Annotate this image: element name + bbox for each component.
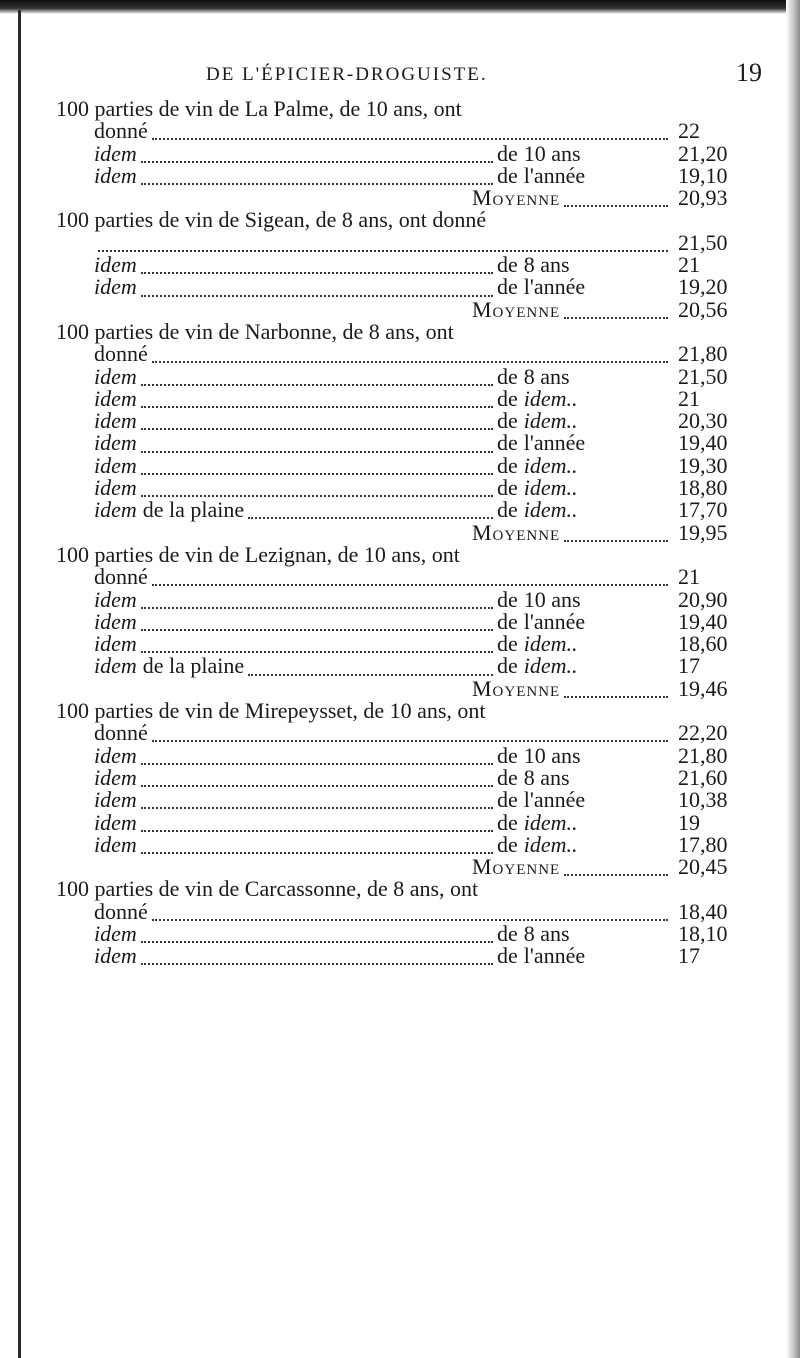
wine-yield-list	[48, 98, 768, 968]
entry-value: 22,20	[678, 720, 728, 746]
idem-label: idem	[94, 608, 137, 634]
idem-detail	[497, 162, 672, 188]
detail-prefix: de	[497, 831, 518, 857]
detail-suffix: l'année	[523, 430, 586, 456]
idem-row	[48, 945, 768, 967]
detail-prefix: de	[497, 943, 518, 969]
idem-value: 19,30	[678, 452, 728, 478]
idem-detail	[497, 655, 672, 677]
detail-prefix: de	[497, 162, 518, 188]
detail-prefix: de	[497, 653, 518, 679]
idem-detail	[497, 499, 672, 521]
detail-suffix: 8 ans	[523, 920, 570, 946]
idem-detail	[497, 920, 672, 946]
average-label: Moyenne	[472, 296, 561, 322]
page-top-border	[0, 0, 800, 14]
idem-value: 19,40	[678, 430, 728, 456]
detail-prefix: de	[497, 497, 518, 523]
dot-leader	[564, 866, 668, 876]
entry-heading-tail: donné	[94, 341, 148, 367]
running-title: DE L'ÉPICIER-DROGUISTE.	[206, 64, 488, 85]
dot-leader	[141, 287, 493, 297]
dot-leader	[141, 153, 493, 163]
idem-detail	[497, 363, 672, 389]
dot-leader	[141, 822, 493, 832]
idem-value: 21,20	[678, 140, 728, 166]
idem-value: 10,38	[678, 787, 728, 813]
idem-row	[48, 633, 768, 655]
entry-value: 21	[678, 564, 700, 590]
idem-row	[48, 742, 768, 768]
detail-prefix: de	[497, 787, 518, 813]
idem-value: 19,10	[678, 162, 728, 188]
average-value: 20,45	[678, 854, 728, 880]
entry-heading	[48, 318, 768, 344]
entry-heading-continuation	[48, 566, 768, 588]
idem-value: 17,80	[678, 831, 728, 857]
dot-leader	[141, 755, 493, 765]
entry-heading-text: 100 parties de vin de Sigean, de 8 ans, ont donné	[56, 207, 487, 233]
idem-row	[48, 586, 768, 612]
idem-row	[48, 608, 768, 634]
idem-label: idem	[94, 943, 137, 969]
dot-leader	[141, 398, 493, 408]
entry-heading-continuation	[48, 229, 768, 255]
entry-heading-text: 100 parties de vin de Lezignan, de 10 ans, ont	[56, 541, 460, 567]
entry-heading	[48, 541, 768, 567]
idem-label: idem	[94, 140, 137, 166]
idem-detail	[497, 477, 672, 499]
idem-label: idem	[94, 430, 137, 456]
average-row	[48, 519, 768, 545]
dot-leader	[141, 599, 493, 609]
dot-leader	[248, 509, 493, 519]
idem-label: idem	[94, 252, 137, 278]
idem-detail	[497, 742, 672, 768]
dot-leader	[141, 376, 493, 386]
dot-leader	[141, 933, 493, 943]
idem-row	[48, 920, 768, 946]
detail-suffix: 8 ans	[523, 252, 570, 278]
idem-label: idem	[94, 274, 137, 300]
entry-heading-text: 100 parties de vin de Mirepeysset, de 10 ans, ont	[56, 698, 486, 724]
idem-value: 21,80	[678, 742, 728, 768]
idem-label: idem	[94, 408, 137, 434]
idem-detail	[497, 809, 672, 835]
detail-italic: idem..	[523, 408, 578, 434]
idem-row	[48, 499, 768, 521]
idem-label: idem	[94, 363, 137, 389]
idem-value: 19,20	[678, 274, 728, 300]
idem-row	[48, 140, 768, 166]
idem-value: 20,30	[678, 408, 728, 434]
average-row	[48, 187, 768, 209]
idem-row	[48, 477, 768, 499]
idem-row	[48, 764, 768, 790]
page-left-rule	[18, 10, 21, 1358]
detail-prefix: de	[497, 920, 518, 946]
idem-value: 21	[678, 252, 700, 278]
idem-row	[48, 432, 768, 454]
detail-suffix: l'année	[523, 787, 586, 813]
idem-value: 19,40	[678, 608, 728, 634]
idem-label: idem	[94, 162, 137, 188]
idem-detail	[497, 254, 672, 276]
detail-prefix: de	[497, 430, 518, 456]
idem-detail	[497, 945, 672, 967]
entry-heading-tail: donné	[94, 118, 148, 144]
dot-leader	[152, 576, 668, 586]
idem-detail	[497, 432, 672, 454]
entry-heading-continuation	[48, 898, 768, 924]
idem-detail	[497, 831, 672, 857]
idem-value: 18,60	[678, 631, 728, 657]
idem-detail	[497, 140, 672, 166]
dot-leader	[564, 688, 668, 698]
entry-heading-text: 100 parties de vin de Narbonne, de 8 ans, ont	[56, 318, 454, 344]
idem-detail	[497, 452, 672, 478]
detail-suffix: l'année	[523, 162, 586, 188]
dot-leader	[141, 264, 493, 274]
detail-suffix: l'année	[523, 608, 586, 634]
entry-heading-text: 100 parties de vin de La Palme, de 10 ans, ont	[56, 96, 462, 121]
average-value: 19,95	[678, 519, 728, 545]
idem-row	[48, 410, 768, 432]
idem-label: idem	[94, 809, 137, 835]
dot-leader	[152, 911, 668, 921]
idem-label: idem	[94, 452, 137, 478]
idem-label: idem	[94, 586, 137, 612]
idem-label: idem	[94, 742, 137, 768]
detail-italic: idem..	[523, 831, 578, 857]
idem-detail	[497, 276, 672, 298]
idem-suffix: de la plaine	[142, 653, 245, 679]
entry-heading-continuation	[48, 120, 768, 142]
idem-label: idem	[94, 631, 137, 657]
idem-label: idem	[94, 787, 137, 813]
average-row	[48, 856, 768, 878]
idem-value: 19	[678, 809, 700, 835]
idem-row	[48, 385, 768, 411]
page-number: 19	[736, 58, 762, 87]
detail-prefix: de	[497, 742, 518, 768]
average-label: Moyenne	[472, 675, 561, 701]
idem-value: 18,10	[678, 920, 728, 946]
idem-label: idem	[94, 764, 137, 790]
idem-value: 21	[678, 385, 700, 411]
detail-prefix: de	[497, 363, 518, 389]
book-page	[48, 58, 768, 968]
detail-suffix: 10 ans	[523, 586, 581, 612]
entry-value: 21,50	[678, 229, 728, 255]
idem-suffix: de la plaine	[142, 497, 245, 523]
page-header	[48, 58, 768, 98]
dot-leader	[141, 465, 493, 475]
detail-italic: idem..	[523, 497, 578, 523]
average-row	[48, 296, 768, 322]
entry-value: 18,40	[678, 898, 728, 924]
detail-prefix: de	[497, 140, 518, 166]
idem-detail	[497, 410, 672, 432]
detail-prefix: de	[497, 274, 518, 300]
idem-row	[48, 363, 768, 389]
average-label: Moyenne	[472, 519, 561, 545]
detail-italic: idem..	[523, 809, 578, 835]
dot-leader	[141, 487, 493, 497]
idem-label: idem	[94, 831, 137, 857]
dot-leader	[248, 666, 493, 676]
entry-heading	[48, 878, 768, 900]
entry-heading-text: 100 parties de vin de Carcassonne, de 8 ans, ont	[56, 876, 479, 902]
detail-suffix: 8 ans	[523, 363, 570, 389]
detail-prefix: de	[497, 764, 518, 790]
dot-leader	[141, 175, 493, 185]
entry-heading	[48, 98, 768, 120]
detail-prefix: de	[497, 252, 518, 278]
dot-leader	[141, 777, 493, 787]
average-row	[48, 675, 768, 701]
detail-italic: idem..	[523, 385, 578, 411]
dot-leader	[564, 197, 668, 207]
detail-prefix: de	[497, 586, 518, 612]
detail-italic: idem..	[523, 653, 578, 679]
dot-leader	[152, 732, 668, 742]
entry-value: 21,80	[678, 341, 728, 367]
dot-leader	[141, 443, 493, 453]
entry-heading	[48, 209, 768, 231]
idem-row	[48, 254, 768, 276]
entry-heading-continuation	[48, 722, 768, 744]
idem-row	[48, 831, 768, 857]
average-label: Moyenne	[472, 185, 561, 211]
idem-value: 17	[678, 943, 700, 969]
dot-leader	[141, 621, 493, 631]
idem-detail	[497, 608, 672, 634]
dot-leader	[98, 242, 668, 252]
detail-suffix: 8 ans	[523, 764, 570, 790]
detail-prefix: de	[497, 385, 518, 411]
idem-row	[48, 809, 768, 835]
dot-leader	[564, 532, 668, 542]
dot-leader	[141, 844, 493, 854]
dot-leader	[152, 130, 668, 140]
detail-prefix: de	[497, 631, 518, 657]
idem-row	[48, 789, 768, 811]
idem-label: idem	[94, 475, 137, 501]
dot-leader	[152, 353, 668, 363]
page-right-edge	[786, 0, 800, 1358]
entry-heading-continuation	[48, 343, 768, 365]
idem-value: 18,80	[678, 475, 728, 501]
idem-value: 17,70	[678, 497, 728, 523]
detail-suffix: 10 ans	[523, 742, 581, 768]
entry-heading	[48, 700, 768, 722]
detail-prefix: de	[497, 475, 518, 501]
dot-leader	[141, 420, 493, 430]
idem-detail	[497, 385, 672, 411]
average-value: 19,46	[678, 675, 728, 701]
idem-detail	[497, 789, 672, 811]
idem-detail	[497, 586, 672, 612]
detail-italic: idem..	[523, 631, 578, 657]
dot-leader	[141, 955, 493, 965]
idem-row	[48, 276, 768, 298]
average-value: 20,93	[678, 185, 728, 211]
average-label: Moyenne	[472, 854, 561, 880]
idem-value: 17	[678, 653, 700, 679]
idem-detail	[497, 764, 672, 790]
entry-heading-tail: donné	[94, 564, 148, 590]
idem-label: idem	[94, 920, 137, 946]
detail-suffix: l'année	[523, 943, 586, 969]
idem-value: 21,50	[678, 363, 728, 389]
average-value: 20,56	[678, 296, 728, 322]
idem-label: idem	[94, 497, 137, 523]
idem-row	[48, 452, 768, 478]
idem-value: 20,90	[678, 586, 728, 612]
detail-italic: idem..	[523, 452, 578, 478]
entry-value: 22	[678, 118, 700, 144]
entry-heading-tail: donné	[94, 720, 148, 746]
idem-value: 21,60	[678, 764, 728, 790]
detail-suffix: 10 ans	[523, 140, 581, 166]
detail-prefix: de	[497, 408, 518, 434]
idem-detail	[497, 633, 672, 655]
detail-prefix: de	[497, 608, 518, 634]
detail-italic: idem..	[523, 475, 578, 501]
idem-row	[48, 162, 768, 188]
dot-leader	[141, 643, 493, 653]
idem-row	[48, 655, 768, 677]
entry-heading-tail: donné	[94, 898, 148, 924]
idem-label: idem	[94, 385, 137, 411]
dot-leader	[141, 799, 493, 809]
detail-prefix: de	[497, 452, 518, 478]
detail-prefix: de	[497, 809, 518, 835]
idem-label: idem	[94, 653, 137, 679]
dot-leader	[564, 309, 668, 319]
detail-suffix: l'année	[523, 274, 586, 300]
